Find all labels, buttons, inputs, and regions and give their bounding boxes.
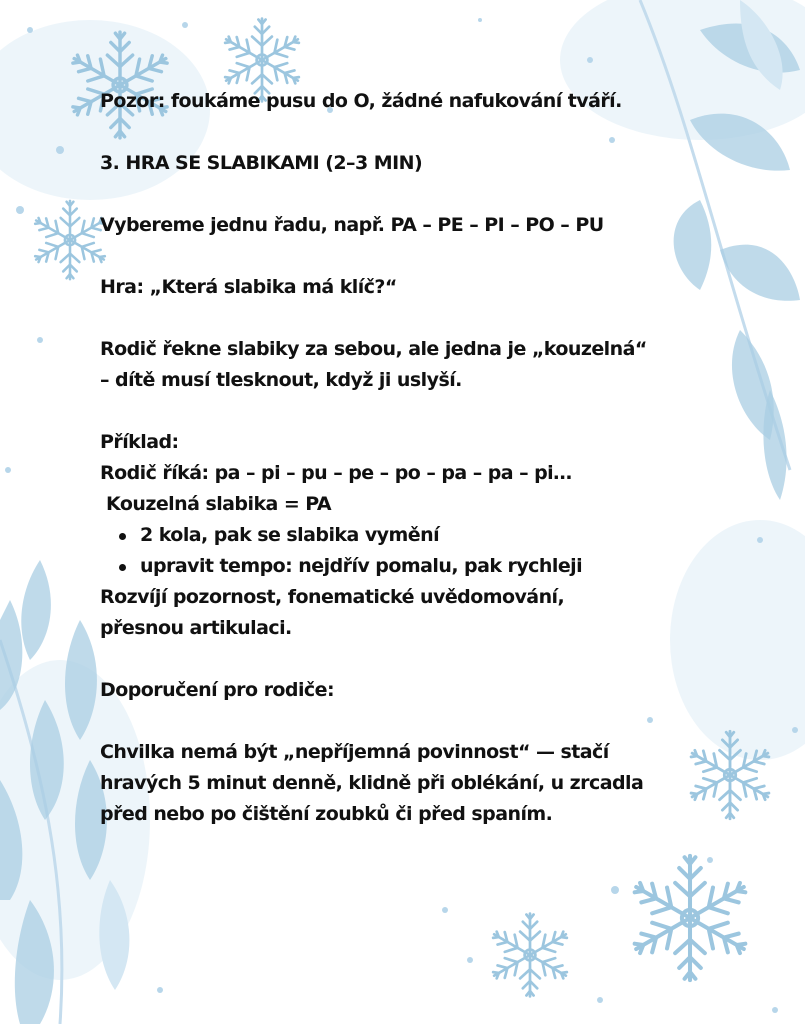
- list-item: 2 kola, pak se slabika vymění: [100, 520, 740, 551]
- snowflake-arm: [489, 926, 535, 964]
- caution-line: Pozor: foukáme pusu do O, žádné nafukování tváří.: [100, 90, 622, 112]
- benefit-line-2: přesnou artikulaci.: [100, 617, 292, 639]
- snowflake-arm: [257, 31, 303, 69]
- snowflake-arm: [257, 51, 303, 89]
- snowflake-arm: [525, 926, 571, 964]
- rules-line-2: – dítě musí tlesknout, když ji uslyší.: [100, 369, 462, 391]
- snowflake-arm: [525, 946, 571, 984]
- snowflake-bottom-center: [489, 914, 571, 997]
- snowflake-bottom-right: [629, 856, 751, 980]
- parents-heading: Doporučení pro rodiče:: [100, 679, 335, 701]
- snowflake-arm: [221, 31, 267, 69]
- snowflake-arm: [629, 874, 698, 931]
- snowflake-arm: [221, 51, 267, 89]
- snowflake-arm: [629, 905, 698, 962]
- instruction-list: [100, 520, 740, 582]
- list-item: upravit tempo: nejdřív pomalu, pak rychleji: [100, 551, 740, 582]
- example-label: Příklad:: [100, 431, 179, 453]
- rules-line-1: Rodič řekne slabiky za sebou, ale jedna je „kouzelná“: [100, 338, 647, 360]
- snowflake-arm: [31, 212, 74, 248]
- benefit-line-1: Rozvíjí pozornost, fonematické uvědomování,: [100, 586, 565, 608]
- document-body: [100, 86, 740, 830]
- advice-line-3: před nebo po čištění zoubků či před spaním.: [100, 803, 553, 825]
- example-says-line: Rodič říká: pa – pi – pu – pe – po – pa – pa – pi…: [100, 462, 572, 484]
- snowflake-arm: [489, 946, 535, 984]
- section-heading: 3. HRA SE SLABIKAMI (2–3 MIN): [100, 152, 423, 174]
- snowflake-arm: [683, 874, 752, 931]
- choose-row-line: Vybereme jednu řadu, např. PA – PE – PI – PO – PU: [100, 214, 604, 236]
- snowflake-left: [31, 201, 108, 279]
- snowflake-arm: [683, 905, 752, 962]
- game-title-line: Hra: „Která slabika má klíč?“: [100, 276, 397, 298]
- magic-syllable-line: Kouzelná slabika = PA: [106, 493, 332, 515]
- advice-line-1: Chvilka nemá být „nepříjemná povinnost“ — stačí: [100, 741, 609, 763]
- snowflake-arm: [31, 232, 74, 268]
- advice-line-2: hravých 5 minut denně, klidně při oblékání, u zrcadla: [100, 772, 644, 794]
